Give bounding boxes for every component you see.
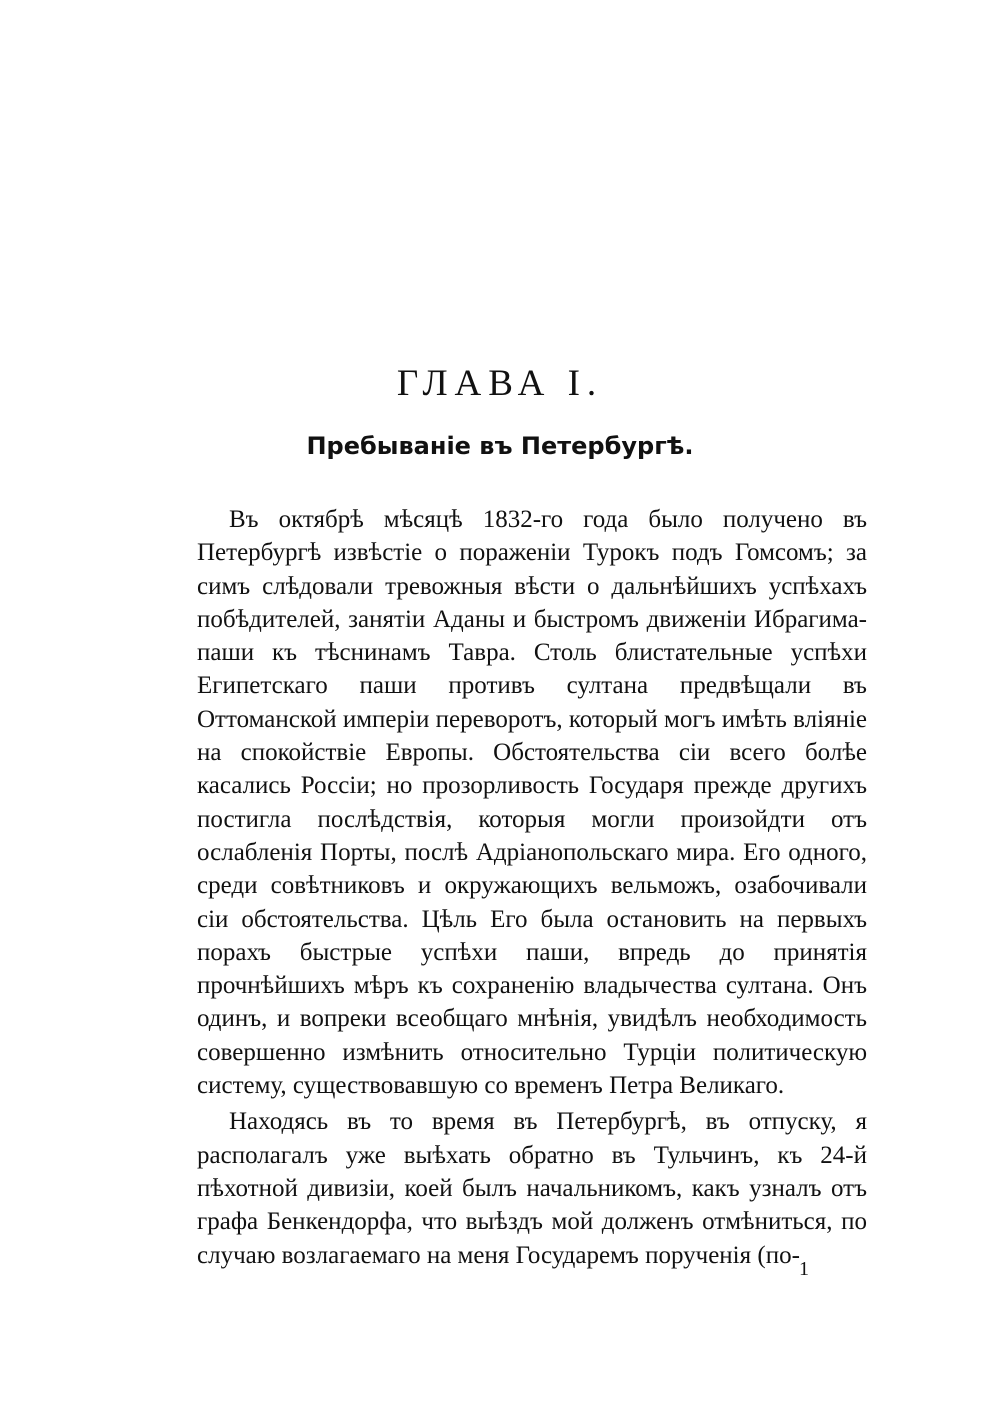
chapter-title: Пребываніе въ Петербургѣ.: [306, 432, 694, 460]
paragraph: Находясь въ то время въ Петербургѣ, въ отпуску, я располагалъ уже выѣхать обратно въ Тульчинъ, къ 24-й пѣхотной дивизіи, коей былъ начальникомъ, какъ узналъ отъ графа Бенкендорфа, что выѣздъ мой долженъ отмѣниться, по случаю возлагаемаго на меня Государемъ порученія (по-: [197, 1108, 867, 1269]
paragraph: Въ октябрѣ мѣсяцѣ 1832-го года было получено въ Петербургѣ извѣстіе о пораженіи Турокъ подъ Гомсомъ; за симъ слѣдовали тревожныя вѣсти о дальнѣйшихъ успѣхахъ побѣдителей, занятіи Аданы и быстромъ движеніи Ибрагима-паши къ тѣснинамъ Тавра. Столь блистательные успѣхи Египетскаго паши противъ султана предвѣщали въ Оттоманской имперіи переворотъ, который могъ имѣть вліяніе на спокойствіе Европы. Обстоятельства сіи всего болѣе касались Россіи; но прозорливость Государя прежде другихъ постигла послѣдствія, которыя могли произойдти отъ ослабленія Порты, послѣ Адріанопольскаго мира. Его одного, среди совѣтниковъ и окружающихъ вельможъ, озабочивали сіи обстоятельства. Цѣль Его была остановить на первыхъ порахъ быстрые успѣхи паши, впредь до принятія прочнѣйшихъ мѣръ къ сохраненію владычества султана. Онъ одинъ, и вопреки всеобщаго мнѣнія, увидѣлъ необходимость совершенно измѣнить относительно Турціи политическую систему, существовавшую со временъ Петра Великаго.: [197, 506, 867, 1100]
signature-mark: 1: [799, 1258, 809, 1280]
body-text: [197, 503, 867, 1275]
chapter-heading: ГЛАВА I.: [396, 363, 604, 404]
